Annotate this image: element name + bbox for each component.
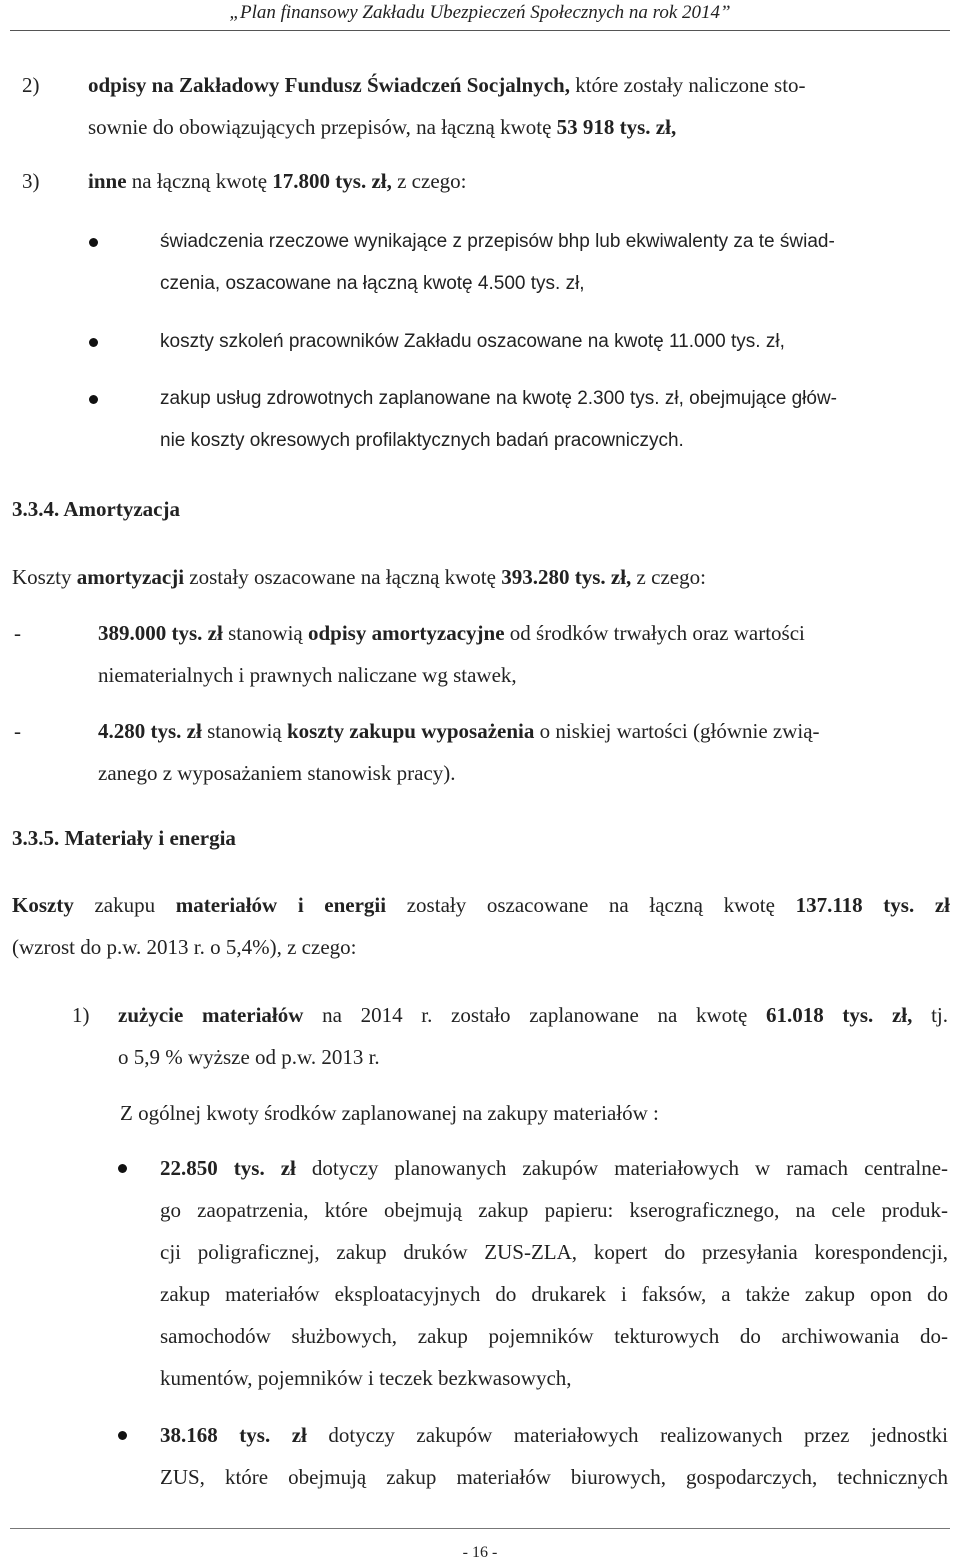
mat-bullet-1-line-4: zakup materiałów eksploatacyjnych do drukarek i faksów, a także zakup opon do [160, 1282, 948, 1306]
bullet-icon [89, 238, 98, 247]
item-3-amount: 17.800 tys. zł, [272, 169, 392, 193]
mat-item-1-t2: tj. [912, 1003, 948, 1027]
mat-intro-line-2: (wzrost do p.w. 2013 r. o 5,4%), z czego: [12, 935, 357, 959]
bullet-icon [89, 395, 98, 404]
item-3-bullet-3-line-2: nie koszty okresowych profilaktycznych badań pracowniczych. [160, 430, 684, 451]
amort-item-1-t1: stanowią [222, 621, 308, 645]
amort-intro-t3: z czego: [631, 565, 706, 589]
mat-bullet-1-line-1 [160, 1147, 948, 1189]
item-3-text-1: na łączną kwotę [126, 169, 273, 193]
header-title: „Plan finansowy Zakładu Ubezpieczeń Społecznych na rok 2014” [229, 2, 731, 23]
amort-item-2-t1: stanowią [201, 719, 287, 743]
section-heading-amortyzacja: 3.3.4. Amortyzacja [12, 497, 180, 521]
mat-bullet-1-line-5: samochodów służbowych, zakup pojemników tekturowych do archiwowania do- [160, 1324, 948, 1348]
amort-item-1-dash: - [14, 621, 21, 645]
item-3-number: 3) [22, 169, 40, 193]
amort-item-2-line-2: zanego z wyposażaniem stanowisk pracy). [98, 761, 456, 785]
bullet-icon [118, 1164, 127, 1173]
mat-bullet-1-line-2: go zaopatrzenia, które obejmują zakup papieru: kserograficznego, na cele produk- [160, 1198, 948, 1222]
item-2-line-1-rest: które zostały naliczone sto- [569, 73, 806, 97]
amort-item-2-b2: koszty zakupu wyposażenia [286, 719, 535, 743]
mat-intro-b2: materiałów i energii [175, 893, 387, 917]
item-2-number: 2) [22, 73, 40, 97]
mat-item-1-t1: na 2014 r. zostało zaplanowane na kwotę [303, 1003, 766, 1027]
item-3-bullet-1-line-2: czenia, oszacowane na łączną kwotę 4.500 tys. zł, [160, 273, 585, 294]
amort-item-2-dash: - [14, 719, 21, 743]
mat-intro-b1: Koszty [12, 893, 74, 917]
amort-item-1-t2: od środków trwałych oraz wartości [504, 621, 805, 645]
mat-bullet-2-text-1: dotyczy zakupów materiałowych realizowanych przez jednostki [306, 1423, 949, 1447]
mat-intro-line-1 [12, 884, 950, 926]
footer-divider [10, 1528, 950, 1529]
item-2-line-2-text: sownie do obowiązujących przepisów, na łączną kwotę [88, 115, 557, 139]
item-3-bullet-3-line-1: zakup usług zdrowotnych zaplanowane na kwotę 2.300 tys. zł, obejmujące głów- [160, 388, 837, 409]
mat-item-1-amount: 61.018 tys. zł, [765, 1003, 913, 1027]
item-2-line-1 [88, 64, 945, 106]
amort-intro [12, 556, 942, 598]
mat-bullet-2-line-2: ZUS, które obejmują zakup materiałów biurowych, gospodarczych, technicznych [160, 1465, 948, 1489]
mat-item-1-line-2: o 5,9 % wyższe od p.w. 2013 r. [118, 1045, 380, 1069]
mat-bullet-1-amount: 22.850 tys. zł [160, 1156, 296, 1180]
amort-intro-t1: Koszty [12, 565, 77, 589]
mat-intro-t2: zostały oszacowane na łączną kwotę [386, 893, 796, 917]
mat-item-1-line-1 [118, 994, 948, 1036]
section-heading-materialy: 3.3.5. Materiały i energia [12, 826, 236, 850]
amort-item-1-b2: odpisy amortyzacyjne [307, 621, 505, 645]
amort-intro-t2: zostały oszacowane na łączną kwotę [184, 565, 502, 589]
mat-item-1-number: 1) [72, 1003, 90, 1027]
mat-bullet-1-text-1: dotyczy planowanych zakupów materiałowych w ramach centralne- [295, 1156, 949, 1180]
item-3-line [88, 160, 945, 202]
item-3-bold-inne: inne [88, 169, 127, 193]
mat-bullet-1-line-6: kumentów, pojemników i teczek bezkwasowych, [160, 1366, 572, 1390]
mat-intro-amount: 137.118 tys. zł [795, 893, 950, 917]
mat-bullet-2-amount: 38.168 tys. zł [160, 1423, 307, 1447]
page-header [0, 0, 960, 30]
amort-item-2-t2: o niskiej wartości (głównie zwią- [534, 719, 820, 743]
mat-bullet-2-line-1 [160, 1414, 948, 1456]
header-divider [10, 30, 950, 31]
item-3-bullet-2-line-1: koszty szkoleń pracowników Zakładu oszacowane na kwotę 11.000 tys. zł, [160, 331, 785, 352]
item-3-bullet-1-line-1: świadczenia rzeczowe wynikające z przepisów bhp lub ekwiwalenty za te świad- [160, 231, 835, 252]
amort-item-2-line-1 [98, 710, 948, 752]
page-number: - 16 - [462, 1544, 498, 1561]
bullet-icon [89, 338, 98, 347]
item-2-line-2 [88, 106, 945, 148]
amort-item-1-line-1 [98, 612, 948, 654]
mat-intro-t1: zakupu [73, 893, 176, 917]
item-2-bold: odpisy na Zakładowy Fundusz Świadczeń Socjalnych, [88, 73, 570, 97]
mat-item-1-b1: zużycie materiałów [118, 1003, 304, 1027]
amort-item-1-line-2: niematerialnych i prawnych naliczane wg stawek, [98, 663, 517, 687]
amort-intro-b1: amortyzacji [76, 565, 185, 589]
amort-item-1-amount: 389.000 tys. zł [98, 621, 223, 645]
item-3-text-2: z czego: [391, 169, 467, 193]
item-2-amount: 53 918 tys. zł, [556, 115, 677, 139]
amort-intro-amount: 393.280 tys. zł, [501, 565, 632, 589]
mat-bullet-1-line-3: cji poligraficznej, zakup druków ZUS-ZLA, kopert do przesyłania korespondencji, [160, 1240, 948, 1264]
amort-item-2-amount: 4.280 tys. zł [98, 719, 202, 743]
mat-subintro: Z ogólnej kwoty środków zaplanowanej na zakupy materiałów : [120, 1101, 659, 1125]
bullet-icon [118, 1431, 127, 1440]
